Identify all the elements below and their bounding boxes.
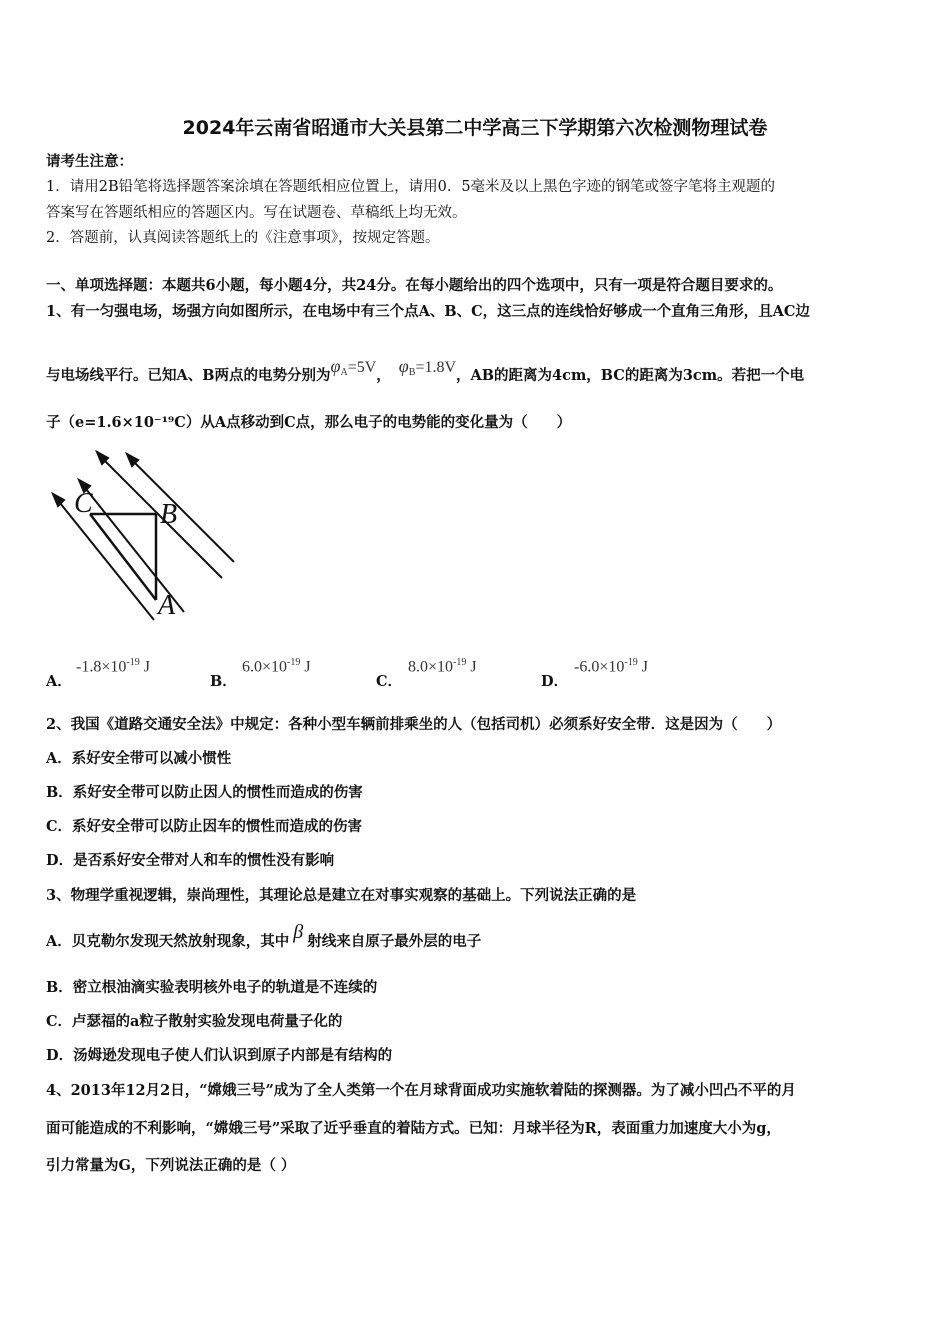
q1-option-b-label: B． — [210, 673, 237, 690]
q1-option-a-value: $-1.8\times 10^{-19}$ J — [76, 657, 150, 676]
q1-line-2 — [46, 356, 805, 391]
point-a-label: A — [158, 590, 176, 621]
q1-option-d-value: $-6.0\times 10^{-19}$ J — [574, 657, 648, 676]
q1-line-2b: ，AB的距离为4cm，BC的距离为3cm。若把一个电 — [456, 367, 805, 384]
point-c-label: C — [74, 488, 93, 519]
option-unit: J — [641, 658, 648, 676]
q3-option-d: D．汤姆逊发现电子使人们认识到原子内部是有结构的 — [46, 1047, 393, 1064]
phi-symbol: φ — [398, 356, 409, 376]
triangle-side-ca — [90, 514, 156, 600]
option-exponent: -19 — [287, 657, 301, 668]
option-mantissa: -6.0 — [574, 658, 600, 676]
q1-sep: ， — [376, 367, 391, 384]
q2-option-a: A．系好安全带可以减小惯性 — [46, 750, 232, 767]
q3-stem: 3、物理学重视逻辑，崇尚理性，其理论总是建立在对事实观察的基础上。下列说法正确的是 — [46, 887, 637, 904]
option-mantissa: -1.8 — [76, 658, 102, 676]
option-exponent: -19 — [126, 657, 140, 668]
q3-option-b: B．密立根油滴实验表明核外电子的轨道是不连续的 — [46, 979, 378, 996]
field-line — [130, 458, 234, 562]
q1-option-d-label: D． — [541, 673, 569, 690]
q2-option-c: C．系好安全带可以防止因车的惯性而造成的伤害 — [46, 818, 363, 835]
q4-line-1: 4、2013年12月2日，“嫦娥三号”成为了全人类第一个在月球背面成功实施软着陆的探测器。为了减小凹凸不平的月 — [46, 1082, 796, 1099]
q1-line-3: 子（e=1.6×10⁻¹⁹C）从A点移动到C点，那么电子的电势能的变化量为（ ） — [46, 414, 572, 431]
q1-option-a-label: A． — [46, 673, 72, 690]
q3-option-a — [46, 921, 482, 952]
page-title: 2024年云南省昭通市大关县第二中学高三下学期第六次检测物理试卷 — [182, 117, 768, 139]
q1-option-b-value: $6.0\times 10^{-19}$ J — [242, 657, 311, 676]
option-unit: J — [143, 658, 150, 676]
phi-a-formula: $\varphi_A=5V$ — [330, 356, 377, 378]
q1-option-c-label: C． — [376, 673, 403, 690]
q3-option-a-part1: A．贝克勒尔发现天然放射现象，其中 — [46, 933, 290, 950]
q3-option-a-part2: 射线来自原子最外层的电子 — [307, 933, 482, 950]
option-exponent: -19 — [453, 657, 467, 668]
beta-symbol: β — [293, 921, 304, 943]
q2-option-d: D．是否系好安全带对人和车的惯性没有影响 — [46, 852, 335, 869]
option-mantissa: 8.0 — [408, 658, 428, 676]
notice-line-3: 2．答题前，认真阅读答题纸上的《注意事项》，按规定答题。 — [46, 230, 440, 246]
q1-option-c-value: $8.0\times 10^{-19}$ J — [408, 657, 477, 676]
phi-b-formula: $\varphi_B=1.8V$ — [398, 356, 457, 378]
phi-a-value: =5V — [347, 359, 377, 376]
point-b-label: B — [160, 499, 178, 530]
notice-heading: 请考生注意： — [46, 153, 133, 170]
q4-line-2: 面可能造成的不利影响，“嫦娥三号”采取了近乎垂直的着陆方式。已知：月球半径为R，表面重力加速度大小为g， — [46, 1120, 781, 1137]
section-heading: 一、单项选择题：本题共6小题，每小题4分，共24分。在每小题给出的四个选项中，只有一项是符合题目要求的。 — [46, 277, 783, 294]
option-exponent: -19 — [624, 657, 638, 668]
notice-line-1: 1．请用2B铅笔将选择题答案涂填在答题纸相应位置上，请用0．5毫米及以上黑色字迹的钢笔或签字笔将主观题的 — [46, 179, 776, 195]
field-line — [56, 498, 154, 620]
q3-option-c: C．卢瑟福的a粒子散射实验发现电荷量子化的 — [46, 1013, 343, 1030]
q1-line-1: 1、有一匀强电场，场强方向如图所示，在电场中有三个点A、B、C，这三点的连线恰好够成一个直角三角形，且AC边 — [46, 303, 810, 320]
q1-line-2a: 与电场线平行。已知A、B两点的电势分别为 — [46, 367, 331, 384]
option-mantissa: 6.0 — [242, 658, 262, 676]
phi-b-value: =1.8V — [415, 359, 457, 376]
q4-line-3: 引力常量为G，下列说法正确的是（ ） — [46, 1157, 296, 1174]
notice-line-2: 答案写在答题纸相应的答题区内。写在试题卷、草稿纸上均无效。 — [46, 205, 467, 221]
option-unit: J — [304, 658, 311, 676]
option-unit: J — [470, 658, 477, 676]
q2-option-b: B．系好安全带可以防止因人的惯性而造成的伤害 — [46, 784, 363, 801]
phi-symbol: φ — [330, 356, 341, 376]
arrow-head — [53, 494, 64, 506]
field-diagram — [44, 448, 244, 628]
q2-stem: 2、我国《道路交通安全法》中规定：各种小型车辆前排乘坐的人（包括司机）必须系好安全带．这是因为（ ） — [46, 716, 782, 733]
